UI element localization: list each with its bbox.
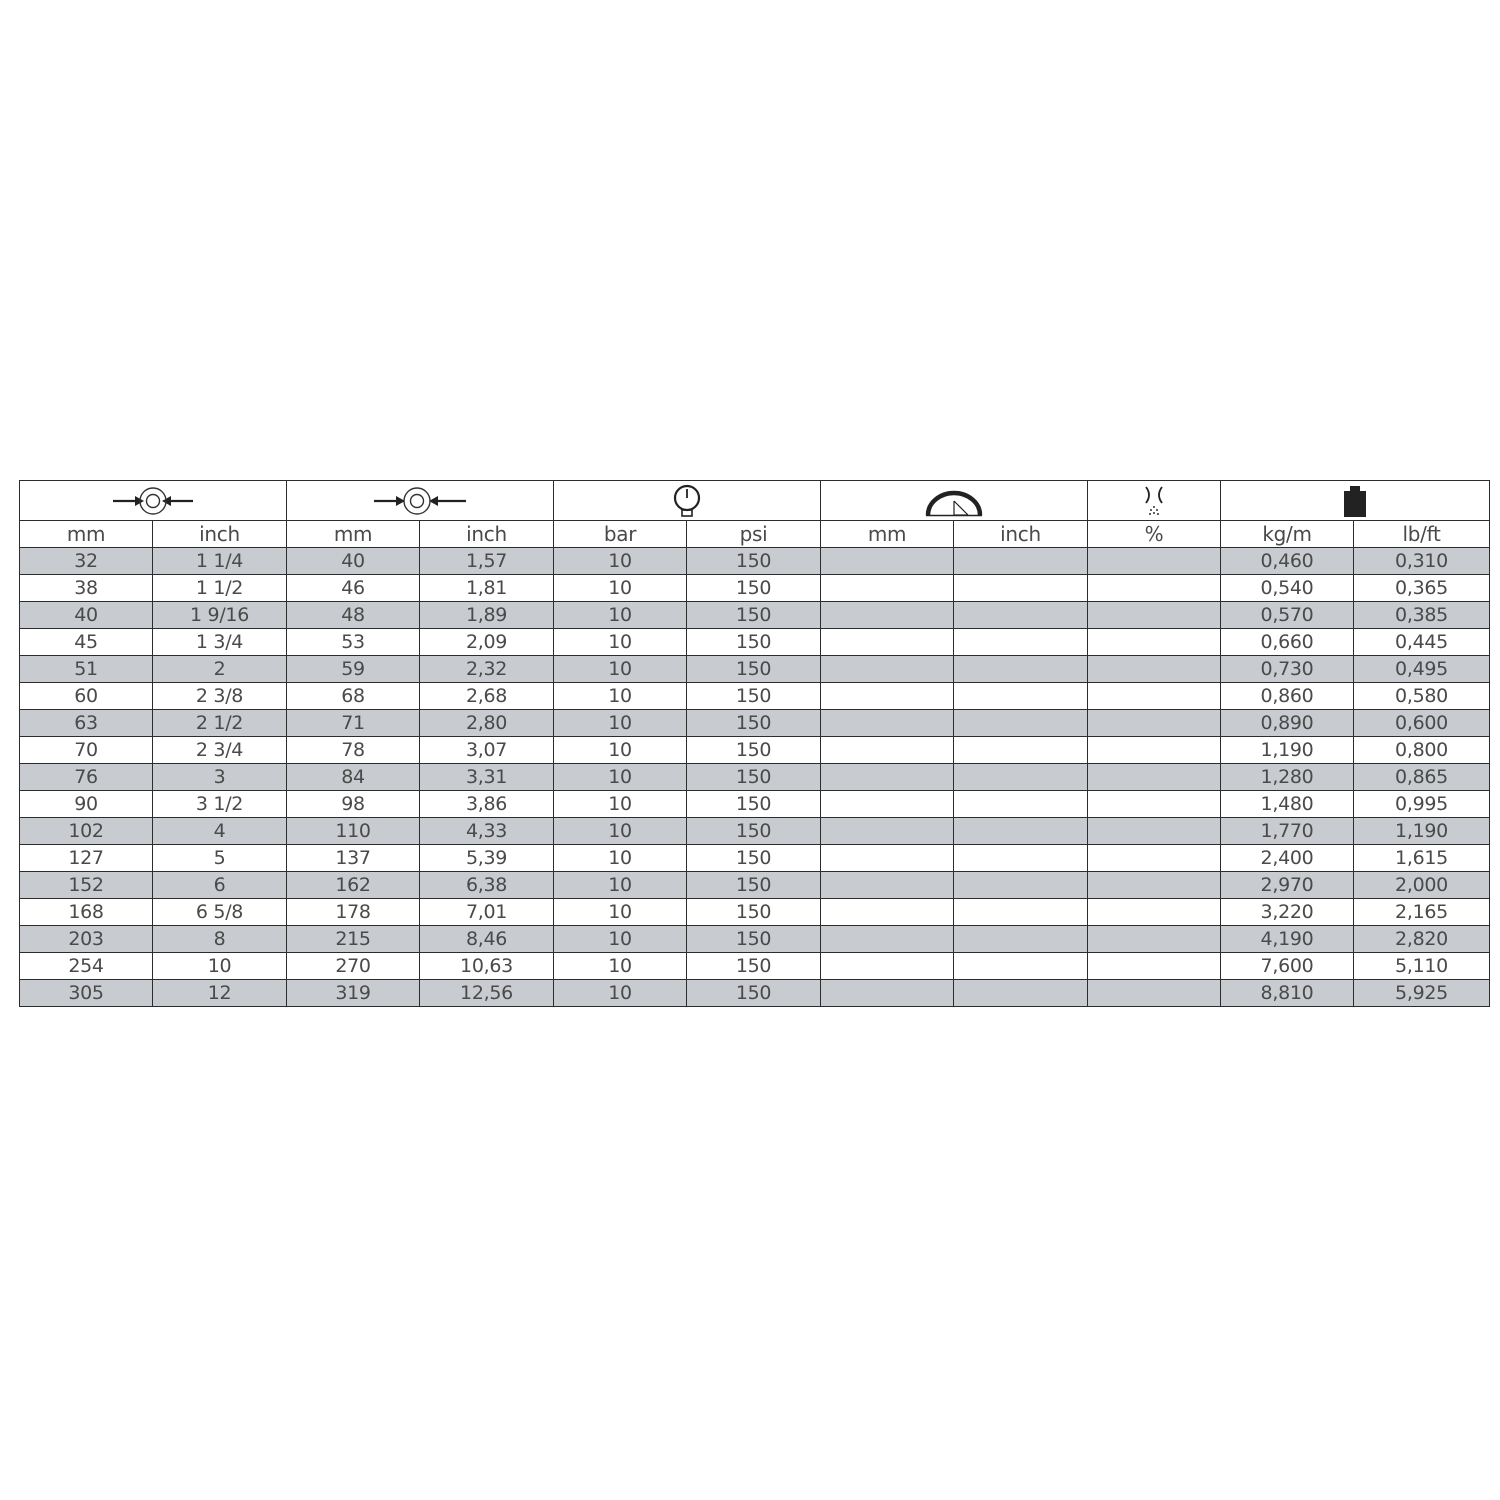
- table-cell: 3,31: [420, 764, 554, 791]
- table-cell: 0,800: [1354, 737, 1490, 764]
- table-cell: 270: [287, 953, 420, 980]
- table-cell: [821, 899, 954, 926]
- table-cell: 70: [20, 737, 153, 764]
- table-cell: 40: [20, 602, 153, 629]
- table-cell: 0,570: [1221, 602, 1354, 629]
- table-cell: 2: [153, 656, 287, 683]
- table-cell: 150: [687, 899, 821, 926]
- table-cell: 10: [554, 683, 687, 710]
- table-row: [20, 656, 1490, 683]
- table-cell: [821, 872, 954, 899]
- table-cell: 150: [687, 683, 821, 710]
- table-cell: 150: [687, 872, 821, 899]
- table-cell: 6: [153, 872, 287, 899]
- hose-spec-table: [19, 480, 1490, 1007]
- table-cell: 10: [554, 710, 687, 737]
- table-cell: 2,970: [1221, 872, 1354, 899]
- table-cell: 71: [287, 710, 420, 737]
- table-cell: 76: [20, 764, 153, 791]
- table-cell: 168: [20, 899, 153, 926]
- table-cell: [1088, 818, 1221, 845]
- table-row: [20, 818, 1490, 845]
- table-cell: [954, 818, 1088, 845]
- bend-radius-header: [821, 481, 1088, 521]
- table-cell: 2,165: [1354, 899, 1490, 926]
- table-cell: 12,56: [420, 980, 554, 1007]
- table-cell: [1088, 845, 1221, 872]
- table-cell: 2,400: [1221, 845, 1354, 872]
- table-cell: [1088, 548, 1221, 575]
- table-cell: 203: [20, 926, 153, 953]
- table-cell: 2 1/2: [153, 710, 287, 737]
- table-cell: [954, 872, 1088, 899]
- table-cell: 4,190: [1221, 926, 1354, 953]
- table-cell: [954, 953, 1088, 980]
- table-cell: [1088, 656, 1221, 683]
- table-cell: 0,890: [1221, 710, 1354, 737]
- table-row: [20, 791, 1490, 818]
- table-cell: 8: [153, 926, 287, 953]
- table-cell: [1088, 872, 1221, 899]
- table-cell: [954, 656, 1088, 683]
- table-cell: 2,32: [420, 656, 554, 683]
- table-cell: 10: [554, 845, 687, 872]
- table-cell: 40: [287, 548, 420, 575]
- table-cell: [821, 791, 954, 818]
- table-cell: [954, 710, 1088, 737]
- unit-cell: mm: [20, 521, 153, 548]
- table-cell: 10: [554, 764, 687, 791]
- table-cell: [1088, 926, 1221, 953]
- outer-diameter-icon: [372, 485, 468, 517]
- table-cell: 2,80: [420, 710, 554, 737]
- unit-cell: psi: [687, 521, 821, 548]
- table-cell: 0,995: [1354, 791, 1490, 818]
- table-cell: [821, 710, 954, 737]
- table-cell: 10: [554, 575, 687, 602]
- table-cell: 2 3/4: [153, 737, 287, 764]
- table-cell: [954, 899, 1088, 926]
- table-cell: 3: [153, 764, 287, 791]
- table-cell: 59: [287, 656, 420, 683]
- weight-icon: [1342, 484, 1368, 518]
- table-cell: 215: [287, 926, 420, 953]
- table-cell: 1 1/4: [153, 548, 287, 575]
- table-cell: 10,63: [420, 953, 554, 980]
- table-row: [20, 872, 1490, 899]
- table-cell: 90: [20, 791, 153, 818]
- unit-cell: mm: [821, 521, 954, 548]
- icon-header-row: [20, 481, 1490, 521]
- unit-cell: inch: [420, 521, 554, 548]
- table-cell: [1088, 791, 1221, 818]
- table-row: [20, 926, 1490, 953]
- table-cell: 0,600: [1354, 710, 1490, 737]
- table-cell: [821, 926, 954, 953]
- table-cell: 48: [287, 602, 420, 629]
- table-cell: 78: [287, 737, 420, 764]
- table-cell: 10: [554, 656, 687, 683]
- table-cell: 178: [287, 899, 420, 926]
- table-cell: 150: [687, 548, 821, 575]
- table-cell: 110: [287, 818, 420, 845]
- table-cell: 0,310: [1354, 548, 1490, 575]
- table-cell: 150: [687, 629, 821, 656]
- table-cell: 102: [20, 818, 153, 845]
- table-cell: 6 5/8: [153, 899, 287, 926]
- table-cell: 150: [687, 602, 821, 629]
- unit-cell: lb/ft: [1354, 521, 1490, 548]
- table-cell: 10: [554, 953, 687, 980]
- table-row: [20, 980, 1490, 1007]
- inner-diameter-header: [20, 481, 287, 521]
- table-cell: [954, 791, 1088, 818]
- table-cell: [821, 683, 954, 710]
- table-cell: 10: [554, 926, 687, 953]
- table-cell: 319: [287, 980, 420, 1007]
- table-cell: 2,820: [1354, 926, 1490, 953]
- table-cell: 8,810: [1221, 980, 1354, 1007]
- table-cell: [1088, 602, 1221, 629]
- table-cell: 1,190: [1354, 818, 1490, 845]
- table-cell: [1088, 629, 1221, 656]
- table-cell: [1088, 683, 1221, 710]
- table-cell: [821, 575, 954, 602]
- table-cell: [954, 764, 1088, 791]
- table-cell: 1,480: [1221, 791, 1354, 818]
- table-cell: [1088, 899, 1221, 926]
- table-cell: [821, 953, 954, 980]
- table-cell: 1,280: [1221, 764, 1354, 791]
- table-cell: 10: [554, 629, 687, 656]
- table-cell: 46: [287, 575, 420, 602]
- table-cell: 0,660: [1221, 629, 1354, 656]
- table-cell: 0,460: [1221, 548, 1354, 575]
- table-cell: 2,000: [1354, 872, 1490, 899]
- table-cell: 51: [20, 656, 153, 683]
- table-cell: 1,89: [420, 602, 554, 629]
- table-cell: 1,57: [420, 548, 554, 575]
- pressure-gauge-icon: [670, 484, 704, 518]
- table-cell: 2 3/8: [153, 683, 287, 710]
- table-cell: 150: [687, 845, 821, 872]
- table-cell: [821, 980, 954, 1007]
- table-row: [20, 737, 1490, 764]
- table-cell: [821, 818, 954, 845]
- unit-cell: bar: [554, 521, 687, 548]
- table-cell: 68: [287, 683, 420, 710]
- table-cell: 0,580: [1354, 683, 1490, 710]
- table-cell: 0,860: [1221, 683, 1354, 710]
- table-cell: 1 9/16: [153, 602, 287, 629]
- table-row: [20, 899, 1490, 926]
- table-cell: 10: [153, 953, 287, 980]
- table-cell: 10: [554, 818, 687, 845]
- table-cell: [821, 764, 954, 791]
- table-cell: 12: [153, 980, 287, 1007]
- table-cell: [954, 926, 1088, 953]
- table-cell: 8,46: [420, 926, 554, 953]
- vacuum-header: [1088, 481, 1221, 521]
- table-cell: 3,86: [420, 791, 554, 818]
- table-cell: [1088, 980, 1221, 1007]
- table-cell: [1088, 737, 1221, 764]
- table-row: [20, 683, 1490, 710]
- table-cell: 1,615: [1354, 845, 1490, 872]
- table-cell: 1,770: [1221, 818, 1354, 845]
- table-cell: 60: [20, 683, 153, 710]
- table-cell: 0,365: [1354, 575, 1490, 602]
- unit-cell: inch: [954, 521, 1088, 548]
- table-cell: [954, 602, 1088, 629]
- table-cell: 5,39: [420, 845, 554, 872]
- unit-cell: inch: [153, 521, 287, 548]
- table-cell: [821, 602, 954, 629]
- table-cell: 0,495: [1354, 656, 1490, 683]
- table-cell: 10: [554, 791, 687, 818]
- table-cell: [821, 548, 954, 575]
- table-cell: 84: [287, 764, 420, 791]
- table-cell: 150: [687, 791, 821, 818]
- table-cell: 150: [687, 575, 821, 602]
- vacuum-icon: [1141, 485, 1167, 517]
- table-cell: [954, 629, 1088, 656]
- table-cell: 4,33: [420, 818, 554, 845]
- table-cell: 98: [287, 791, 420, 818]
- table-cell: 53: [287, 629, 420, 656]
- table-cell: 1,81: [420, 575, 554, 602]
- table-cell: 5: [153, 845, 287, 872]
- table-cell: 5,925: [1354, 980, 1490, 1007]
- table-cell: [954, 845, 1088, 872]
- table-cell: 150: [687, 926, 821, 953]
- table-cell: [954, 575, 1088, 602]
- table-cell: 0,865: [1354, 764, 1490, 791]
- table-cell: [1088, 710, 1221, 737]
- table-cell: [1088, 953, 1221, 980]
- table-cell: 45: [20, 629, 153, 656]
- table-row: [20, 953, 1490, 980]
- table-row: [20, 710, 1490, 737]
- table-cell: 137: [287, 845, 420, 872]
- outer-diameter-header: [287, 481, 554, 521]
- table-cell: [1088, 764, 1221, 791]
- table-cell: 3,220: [1221, 899, 1354, 926]
- table-cell: [821, 656, 954, 683]
- table-cell: 150: [687, 737, 821, 764]
- table-cell: 7,01: [420, 899, 554, 926]
- table-row: [20, 602, 1490, 629]
- table-cell: [821, 737, 954, 764]
- table-cell: 254: [20, 953, 153, 980]
- table-cell: 152: [20, 872, 153, 899]
- table-cell: 5,110: [1354, 953, 1490, 980]
- table-row: [20, 845, 1490, 872]
- table-cell: 150: [687, 764, 821, 791]
- table-cell: 4: [153, 818, 287, 845]
- table-cell: 10: [554, 872, 687, 899]
- inner-diameter-icon: [111, 485, 195, 517]
- table-cell: [954, 737, 1088, 764]
- table-cell: 10: [554, 980, 687, 1007]
- table-cell: 63: [20, 710, 153, 737]
- table-cell: 1 1/2: [153, 575, 287, 602]
- table-cell: 0,730: [1221, 656, 1354, 683]
- table-row: [20, 575, 1490, 602]
- table-cell: 2,09: [420, 629, 554, 656]
- table-cell: 305: [20, 980, 153, 1007]
- table-cell: [954, 683, 1088, 710]
- table-row: [20, 548, 1490, 575]
- table-cell: 38: [20, 575, 153, 602]
- table-cell: 10: [554, 548, 687, 575]
- unit-cell: kg/m: [1221, 521, 1354, 548]
- table-cell: 7,600: [1221, 953, 1354, 980]
- table-cell: [821, 845, 954, 872]
- pressure-header: [554, 481, 821, 521]
- table-cell: 10: [554, 602, 687, 629]
- table-cell: 3 1/2: [153, 791, 287, 818]
- unit-header-row: [20, 521, 1490, 548]
- table-cell: 0,385: [1354, 602, 1490, 629]
- table-cell: 162: [287, 872, 420, 899]
- table-cell: 10: [554, 737, 687, 764]
- table-cell: 0,445: [1354, 629, 1490, 656]
- unit-cell: %: [1088, 521, 1221, 548]
- table-cell: 10: [554, 899, 687, 926]
- table-cell: [954, 548, 1088, 575]
- table-row: [20, 764, 1490, 791]
- table-cell: 32: [20, 548, 153, 575]
- table-cell: 1 3/4: [153, 629, 287, 656]
- table-cell: 127: [20, 845, 153, 872]
- table-cell: 2,68: [420, 683, 554, 710]
- unit-cell: mm: [287, 521, 420, 548]
- table-cell: 150: [687, 818, 821, 845]
- table-cell: 150: [687, 953, 821, 980]
- weight-header: [1221, 481, 1490, 521]
- table-cell: 0,540: [1221, 575, 1354, 602]
- table-cell: 6,38: [420, 872, 554, 899]
- table-cell: [1088, 575, 1221, 602]
- table-cell: 150: [687, 656, 821, 683]
- table-cell: [954, 980, 1088, 1007]
- table-cell: 150: [687, 710, 821, 737]
- table-cell: [821, 629, 954, 656]
- bend-radius-icon: [924, 485, 984, 517]
- table-cell: 1,190: [1221, 737, 1354, 764]
- table-cell: 150: [687, 980, 821, 1007]
- table-row: [20, 629, 1490, 656]
- table-cell: 3,07: [420, 737, 554, 764]
